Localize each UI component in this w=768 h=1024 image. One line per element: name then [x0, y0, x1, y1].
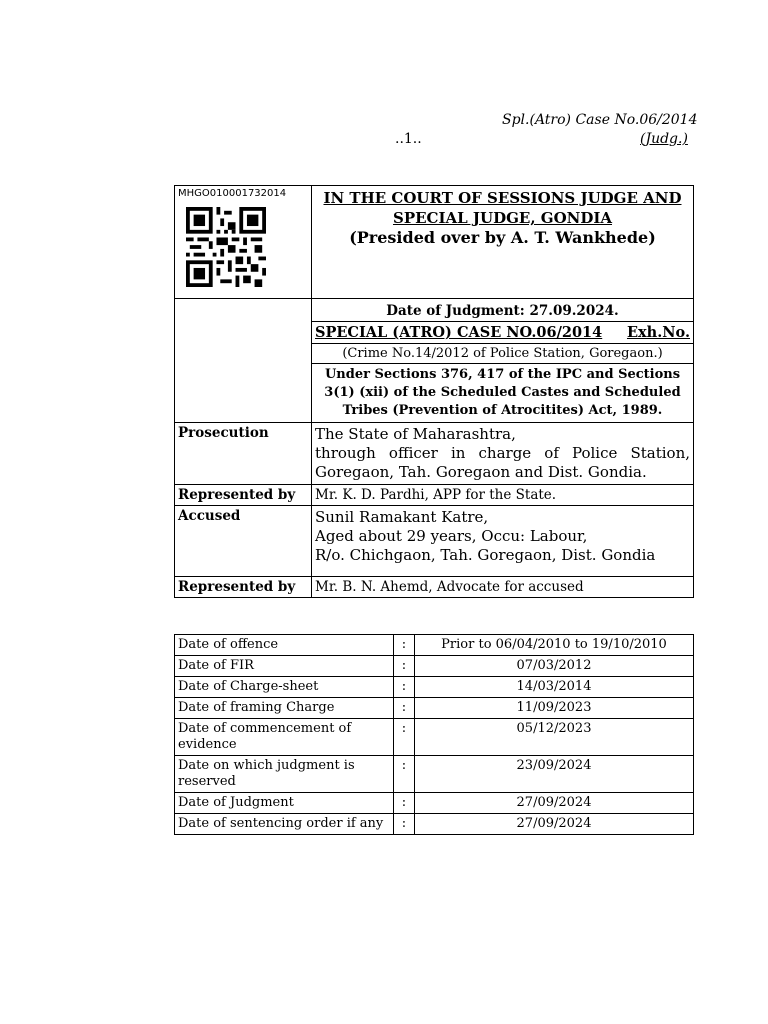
represented-by-label: Represented by — [175, 485, 312, 506]
prosecution-value — [312, 423, 694, 485]
prosecution-line-2: through officer in charge of Police Station, Goregaon, Tah. Goregaon and Dist. Gondia. — [315, 444, 690, 481]
cnr-number: MHGO010001732014 — [178, 188, 287, 199]
date-label: Date of FIR — [175, 656, 394, 677]
represented-by-label: Represented by — [175, 577, 312, 598]
table-row — [175, 814, 694, 835]
qr-code-icon — [186, 207, 266, 287]
accused-line-3: R/o. Chichgaon, Tah. Goregaon, Dist. Gondia — [315, 546, 656, 564]
table-row — [175, 635, 694, 656]
date-label: Date of offence — [175, 635, 394, 656]
date-value: Prior to 06/04/2010 to 19/10/2010 — [415, 635, 694, 656]
judgment-tag: (Judg.) — [640, 131, 688, 147]
date-value: 27/09/2024 — [415, 814, 694, 835]
date-value: 05/12/2023 — [415, 719, 694, 756]
date-label: Date on which judgment is reserved — [175, 756, 394, 793]
case-number-cell — [312, 322, 694, 344]
date-label: Date of framing Charge — [175, 698, 394, 719]
dates-table — [174, 634, 694, 835]
prosecution-label: Prosecution — [175, 423, 312, 485]
separator: : — [394, 698, 415, 719]
exhibit-number: Exh.No. — [626, 324, 690, 341]
date-label: Date of Judgment — [175, 793, 394, 814]
case-number: SPECIAL (ATRO) CASE NO.06/2014 — [315, 324, 603, 341]
blank-cell — [175, 299, 312, 423]
defence-counsel: Mr. B. N. Ahemd, Advocate for accused — [312, 577, 694, 598]
separator: : — [394, 719, 415, 756]
separator: : — [394, 635, 415, 656]
qr-cell — [175, 186, 312, 299]
presided-over: (Presided over by A. T. Wankhede) — [349, 228, 656, 247]
table-row — [175, 719, 694, 756]
accused-line-1: Sunil Ramakant Katre, — [315, 508, 489, 526]
accused-value — [312, 506, 694, 577]
date-label: Date of Charge-sheet — [175, 677, 394, 698]
sections-charged: Under Sections 376, 417 of the IPC and Sections 3(1) (xii) of the Scheduled Castes and Scheduled Tribes (Prevention of Atrocitites) Act, 1989. — [312, 364, 694, 423]
table-row — [175, 698, 694, 719]
prosecution-line-1: The State of Maharashtra, — [315, 425, 516, 443]
table-row — [175, 656, 694, 677]
date-value: 11/09/2023 — [415, 698, 694, 719]
separator: : — [394, 793, 415, 814]
court-line-1: IN THE COURT OF SESSIONS JUDGE AND — [323, 189, 682, 207]
separator: : — [394, 814, 415, 835]
date-value: 07/03/2012 — [415, 656, 694, 677]
accused-line-2: Aged about 29 years, Occu: Labour, — [315, 527, 588, 545]
case-reference: Spl.(Atro) Case No.06/2014 — [502, 112, 698, 128]
table-row — [175, 756, 694, 793]
date-value: 27/09/2024 — [415, 793, 694, 814]
court-line-2: SPECIAL JUDGE, GONDIA — [392, 209, 613, 227]
crime-number: (Crime No.14/2012 of Police Station, Goregaon.) — [312, 344, 694, 364]
accused-label: Accused — [175, 506, 312, 577]
page-number: ..1.. — [395, 131, 422, 147]
date-label: Date of sentencing order if any — [175, 814, 394, 835]
date-value: 23/09/2024 — [415, 756, 694, 793]
date-value: 14/03/2014 — [415, 677, 694, 698]
date-label: Date of commencement of evidence — [175, 719, 394, 756]
table-row — [175, 793, 694, 814]
court-title-cell — [312, 186, 694, 299]
separator: : — [394, 656, 415, 677]
prosecution-counsel: Mr. K. D. Pardhi, APP for the State. — [312, 485, 694, 506]
separator: : — [394, 677, 415, 698]
table-row — [175, 677, 694, 698]
case-details-table — [174, 185, 694, 598]
separator: : — [394, 756, 415, 793]
judgment-date: Date of Judgment: 27.09.2024. — [312, 299, 694, 322]
